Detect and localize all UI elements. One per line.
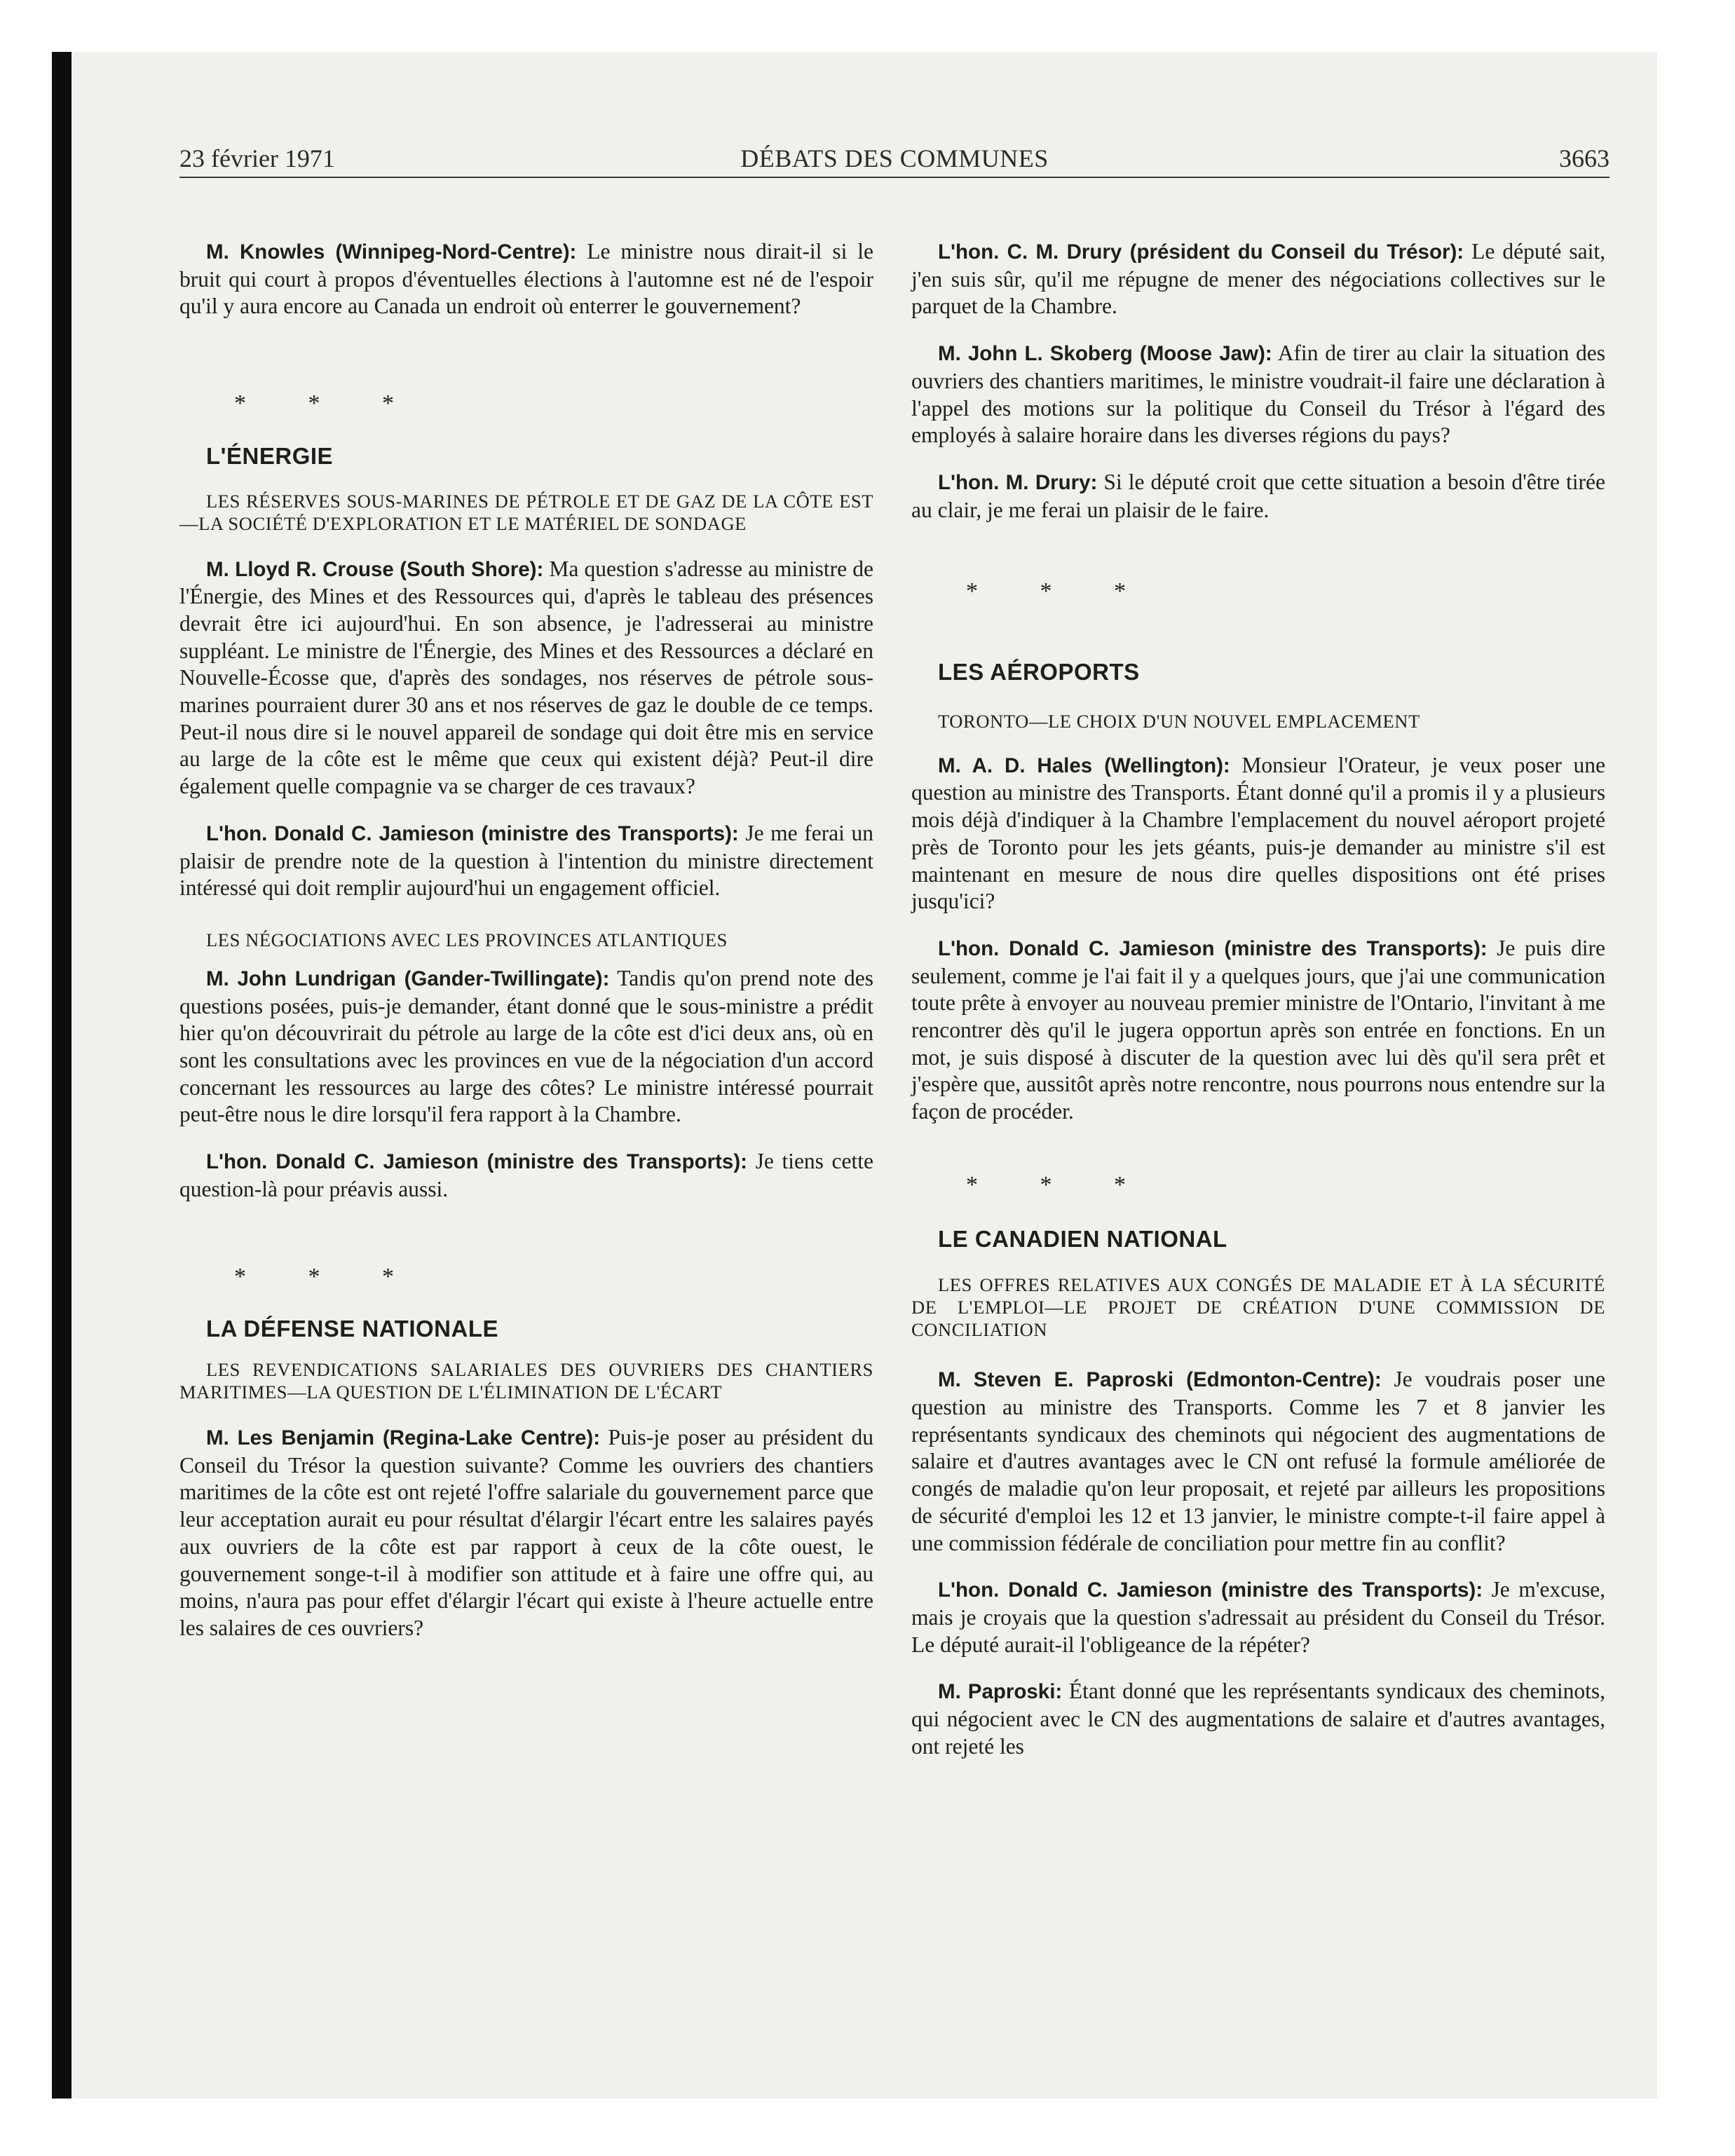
speech-text: Puis-je poser au président du Conseil du Trésor la question suivante? Comme les ouvriers des chantiers maritimes de la côte est ont rejeté l'offre salariale du gouvernement parce que leur acceptation aurait eu pour résultat d'élargir l'écart entre les salaires payés aux ouvriers de la côte est par rapport à ceux de la côte ouest, le gouvernement songe-t-il à modifier son attitude et à faire une offre qui, au moins, n'aura pas pour effet d'élargir l'écart qui existe à l'heure actuelle entre les salaires de ces ouvriers?: [179, 1424, 873, 1640]
section-heading: LA DÉFENSE NATIONALE: [206, 1316, 499, 1342]
speech-paragraph: [179, 1148, 873, 1203]
speech-text: Je tiens cette question-là pour préavis aussi.: [179, 1149, 874, 1201]
speaker-name: M. Steven E. Paproski (Edmonton-Centre):: [938, 1368, 1382, 1392]
speech-paragraph: [179, 820, 873, 902]
section-subheading: LES REVENDICATIONS SALARIALES DES OUVRIERS DES CHANTIERS MARITIMES—LA QUESTION DE L'ÉLIMINATION DE L'ÉCART: [179, 1358, 873, 1403]
left-column: [179, 238, 873, 1642]
speech-text: Je voudrais poser une question au ministre des Transports. Comme les 7 et 8 janvier les représentants syndicaux des cheminots qui négocient des augmentations de salaire et d'autres avantages avec le CN ont refusé la formule améliorée de congés de maladie qu'on leur proposait, et rejeté par ailleurs les propositions de sécurité d'emploi les 12 et 13 janvier, le ministre compte-t-il faire appel à une commission fédérale de conciliation pour mettre fin au conflit?: [911, 1367, 1605, 1555]
right-column: [911, 238, 1605, 1760]
section-heading: L'ÉNERGIE: [206, 442, 334, 469]
header-rule: [179, 177, 1610, 178]
scan-edge-shadow: [52, 52, 72, 2099]
speech-paragraph: [911, 1678, 1605, 1760]
header-page-number: 3663: [1559, 144, 1610, 172]
section-separator: * * *: [234, 390, 422, 417]
speaker-name: M. A. D. Hales (Wellington):: [938, 753, 1230, 777]
speaker-name: M. Knowles (Winnipeg-Nord-Centre):: [206, 240, 577, 264]
speaker-name: M. Les Benjamin (Regina-Lake Centre):: [206, 1426, 601, 1449]
speech-text: Ma question s'adresse au ministre de l'Énergie, des Mines et des Ressources qui, d'après le tableau des présences devrait être ici aujourd'hui. En son absence, je l'adresserai au ministre suppléant. Le ministre de l'Énergie, des Mines et des Ressources a déclaré en Nouvelle-Écosse que, d'après des sondages, nos réserves de pétrole sous-marines pourraient durer 30 ans et nos réserves de gaz le double de ce temps. Peut-il nous dire si le nouvel appareil de sondage qui doit être mis en service au large de la côte est le même que ceux qui existent déjà? Peut-il dire également quelle compagnie va se charger de ces travaux?: [179, 556, 873, 799]
speaker-name: L'hon. Donald C. Jamieson (ministre des Transports):: [938, 936, 1488, 960]
speech-text: Le ministre nous dirait-il si le bruit qui court à propos d'éventuelles élections à l'automne est né de l'espoir qu'il y aura encore au Canada un endroit où enterrer le gouvernement?: [179, 239, 873, 319]
section-subheading: LES OFFRES RELATIVES AUX CONGÉS DE MALADIE ET À LA SÉCURITÉ DE L'EMPLOI—LE PROJET DE CRÉATION D'UNE COMMISSION DE CONCILIATION: [911, 1274, 1605, 1341]
section-separator: * * *: [966, 578, 1154, 605]
speaker-name: M. Paproski:: [938, 1680, 1063, 1704]
speech-text: Étant donné que les représentants syndicaux des cheminots, qui négocient avec le CN des augmentations de salaire et d'autres avantages, ont rejeté les: [911, 1679, 1605, 1759]
header-date: 23 février 1971: [179, 144, 335, 172]
section-subheading: LES RÉSERVES SOUS-MARINES DE PÉTROLE ET DE GAZ DE LA CÔTE EST—LA SOCIÉTÉ D'EXPLORATION ET LE MATÉRIEL DE SONDAGE: [179, 490, 873, 534]
speech-text: Le député sait, j'en suis sûr, qu'il me répugne de mener des négociations collectives sur le parquet de la Chambre.: [911, 239, 1605, 319]
speech-paragraph: [911, 935, 1605, 1126]
speech-paragraph: [911, 469, 1605, 524]
speech-text: Je puis dire seulement, comme je l'ai fait il y a quelques jours, que j'ai une communication toute prête à envoyer au nouveau premier ministre de l'Ontario, l'invitant à me rencontrer dès qu'il le jugera opportun après son entrée en fonctions. En un mot, je suis disposé à discuter de la question avec lui dès qu'il sera prêt et j'espère que, aussitôt après notre rencontre, nous pourrons nous entendre sur la façon de procéder.: [911, 935, 1605, 1124]
speech-paragraph: [179, 556, 873, 800]
speech-paragraph: [179, 965, 873, 1128]
speaker-name: M. John Lundrigan (Gander-Twillingate):: [206, 967, 610, 990]
speech-paragraph: [911, 1576, 1605, 1658]
speech-text: Si le député croit que cette situation a besoin d'être tirée au clair, je me ferai un plaisir de le faire.: [911, 469, 1605, 522]
speech-text: Tandis qu'on prend note des questions posées, puis-je demander, étant donné que le sous-ministre a prédit hier qu'on découvrirait du pétrole au large de la côte est d'ici deux ans, où en sont les consultations avec les provinces en vue de la négociation d'un accord concernant les ressources au large des côtes? Le ministre intéressé pourrait peut-être nous le dire lorsqu'il fera rapport à la Chambre.: [179, 965, 873, 1127]
section-separator: * * *: [234, 1263, 422, 1290]
speaker-name: M. John L. Skoberg (Moose Jaw):: [938, 342, 1272, 366]
speech-text: Je m'excuse, mais je croyais que la question s'adressait au président du Conseil du Trésor. Le député aurait-il l'obligeance de la répéter?: [911, 1577, 1605, 1657]
speech-text: Afin de tirer au clair la situation des ouvriers des chantiers maritimes, le ministre voudrait-il faire une déclaration à l'appel des motions sur la politique du Conseil du Trésor à l'égard des employés à salaire horaire dans les diverses régions du pays?: [911, 341, 1605, 448]
speech-paragraph: [179, 1424, 873, 1642]
speech-paragraph: [911, 1366, 1605, 1557]
header-title: DÉBATS DES COMMUNES: [740, 144, 1049, 172]
section-heading: LES AÉROPORTS: [938, 659, 1140, 685]
speaker-name: L'hon. Donald C. Jamieson (ministre des Transports):: [206, 821, 739, 845]
section-heading: LE CANADIEN NATIONAL: [938, 1225, 1227, 1252]
speech-text: Je me ferai un plaisir de prendre note de la question à l'intention du ministre directement intéressé qui doit remplir aujourd'hui un engagement officiel.: [179, 820, 873, 901]
speaker-name: L'hon. Donald C. Jamieson (ministre des Transports):: [938, 1578, 1483, 1602]
speech-paragraph: [911, 238, 1605, 320]
section-subheading: TORONTO—LE CHOIX D'UN NOUVEL EMPLACEMENT: [938, 710, 1420, 732]
speaker-name: L'hon. Donald C. Jamieson (ministre des Transports):: [206, 1150, 747, 1174]
speaker-name: L'hon. C. M. Drury (président du Conseil du Trésor):: [938, 240, 1464, 264]
section-separator: * * *: [966, 1171, 1154, 1198]
speech-text: Monsieur l'Orateur, je veux poser une question au ministre des Transports. Étant donné qu'il a promis il y a plusieurs mois déjà d'indiquer à la Chambre l'emplacement du nouvel aéroport projeté près de Toronto pour les jets géants, puis-je demander au ministre s'il est maintenant en mesure de nous dire quelles dispositions ont été prises jusqu'ici?: [911, 752, 1606, 914]
speaker-name: M. Lloyd R. Crouse (South Shore):: [206, 557, 544, 581]
speech-paragraph: [911, 752, 1605, 915]
speech-paragraph: [179, 238, 873, 320]
section-subheading: LES NÉGOCIATIONS AVEC LES PROVINCES ATLANTIQUES: [206, 929, 728, 950]
speaker-name: L'hon. M. Drury:: [938, 470, 1098, 494]
speech-paragraph: [911, 340, 1605, 449]
